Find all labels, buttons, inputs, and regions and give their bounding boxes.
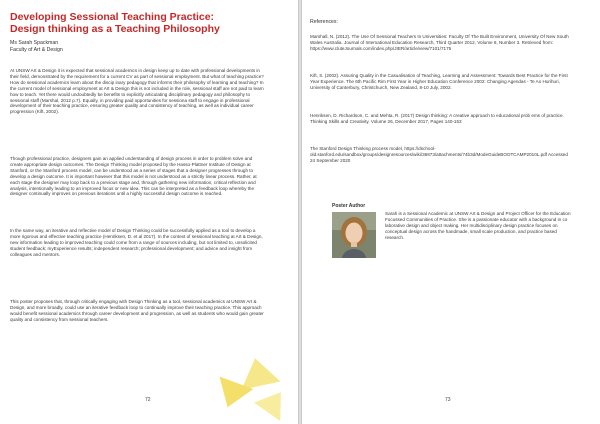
reference-item: Kift, S. (2002). Assuring Quality in the Casualisation of Teaching, Learning and Assessment: Towards Best Practice for the First Year Experience. The 6th Pacific Rim First Year in Higher Education Conference 2002: Changing Agendas - Te Ao Hurihuri, University of Canterbury, Christchurch, New Zealand, 8-10 July, 2002. [310, 73, 568, 90]
body-paragraph-4: This poster proposes that, through critically engaging with Design Thinking as a tool, sessional academics at UNSW Art & Design, and more broadly, could use an iterative feedback loop to continually improve their teaching practice. This approach would benefit sessional academics through career development and progression, as well as students who would gain greater quality and consistency from sessional teachers. [10, 299, 264, 322]
right-page [302, 0, 600, 424]
author-photo [332, 212, 376, 258]
references-heading: References: [310, 19, 338, 25]
body-paragraph-2: Though professional practice, designers gain an applied understanding of design process in order to problem solve and create appropriate design outcomes. The Design Thinking model proposed by the Hasso-Plattner Institute of Design at Stanford, or the Stanford process model, can be understood as a series of stages that a designer progresses through to develop a design outcome. It is important however that this model is not understood as a strictly linear process. Rather, at each stage the designer may loop back to a previous stage and, through gathering new information, critical reflection and analysis, intentionally leading to an improved focus or new idea. This can be interpreted as a feedback loop whereby the designer continually improves on previous iterations until a highly successful design outcome is reached. [10, 156, 257, 197]
author-portrait-icon [332, 212, 376, 258]
body-paragraph-3: In the same way, an iterative and reflective model of Design Thinking could be successfully applied as a tool to develop a more rigorous and effective teaching practice (Henriksen, D. et al 2017). In the context of sessional teaching at Art & Design, new information leading to improved teaching could come from a range of sources including, but not limited to, unsolicited student feedback; myExperience results; independent research; professional development; and advice and insight from colleagues and mentors. [10, 228, 263, 257]
reference-item: Henriksen, D. Richardson, C. and Mehta, R. (2017) Design thinking: A creative approach to educational prob ems of practice. Thinking Skills and Creativity. Volume 26, December 2017, Pages 140-153 [310, 113, 564, 124]
author-name: Ms Sarah Spackman [10, 40, 59, 46]
article-title: Developing Sessional Teaching Practice: Design thinking as a Teaching Philosophy [10, 11, 220, 35]
poster-author-heading: Poster Author [332, 203, 366, 209]
left-page [0, 0, 298, 424]
reference-item: The Stanford Design Thinking process model, https://dschool-old.stanford.edu/sandbox/groups/designresources/wiki/36873/attachments/74b3d/ModeGuideBOOTCAMP2010L.pdf Accessed 24 September 2020 [310, 146, 568, 163]
page-number: 72 [145, 397, 151, 403]
decorative-triangle [254, 383, 294, 421]
body-paragraph-1: At UNSW Art & Design it is expected that sessional academics in design keep up to date with professional developments in their field, demonstrated by the requirement for a current CV as part of sessional employment. But what of teaching practice? How do sessional academics learn about the discip inary pedagogy that informs their philosophy of learning and teaching? In the current model of sessional employment at Art & Design this is not included in the role, sessional staff are not paid to learn how to teach. Yet there would undoubtedly be benefits to explicitly articulating disciplinary pedagogy and philosophy to sessional staff (Marshal, 2012 p.7). Equally, in providing paid opportunities for sessiona staff to engage in professional development of their teaching practice, ensuring greater quality and consistency of teaching, as well as individual career progression (Kift, 2002). [10, 68, 264, 115]
author-bio: Sarah is a Sessional Academic at UNSW Art & Design and Project Officer for the Education Focussed Communities of Practice. She is a passionate educator with a background in co laborative design and object making. Her multidisciplinary design practice focuses on conceptual design across the handmade, small scale production, and practice based research. [385, 211, 571, 240]
page-number: 73 [445, 397, 451, 403]
reference-item: Marshall, N. (2012). The Use Of Sessional Teachers In Universities: Faculty Of The Built Environment, University Of New South Wales Australia. Journal of International Education Research, Third Quarter 2012, Volume 8, Number 3. Retrieved from: https://www.cluteJournals.com/index.php/JIER/article/view/7101/7175 [310, 34, 569, 51]
author-faculty: Faculty of Art & Design [10, 47, 63, 53]
